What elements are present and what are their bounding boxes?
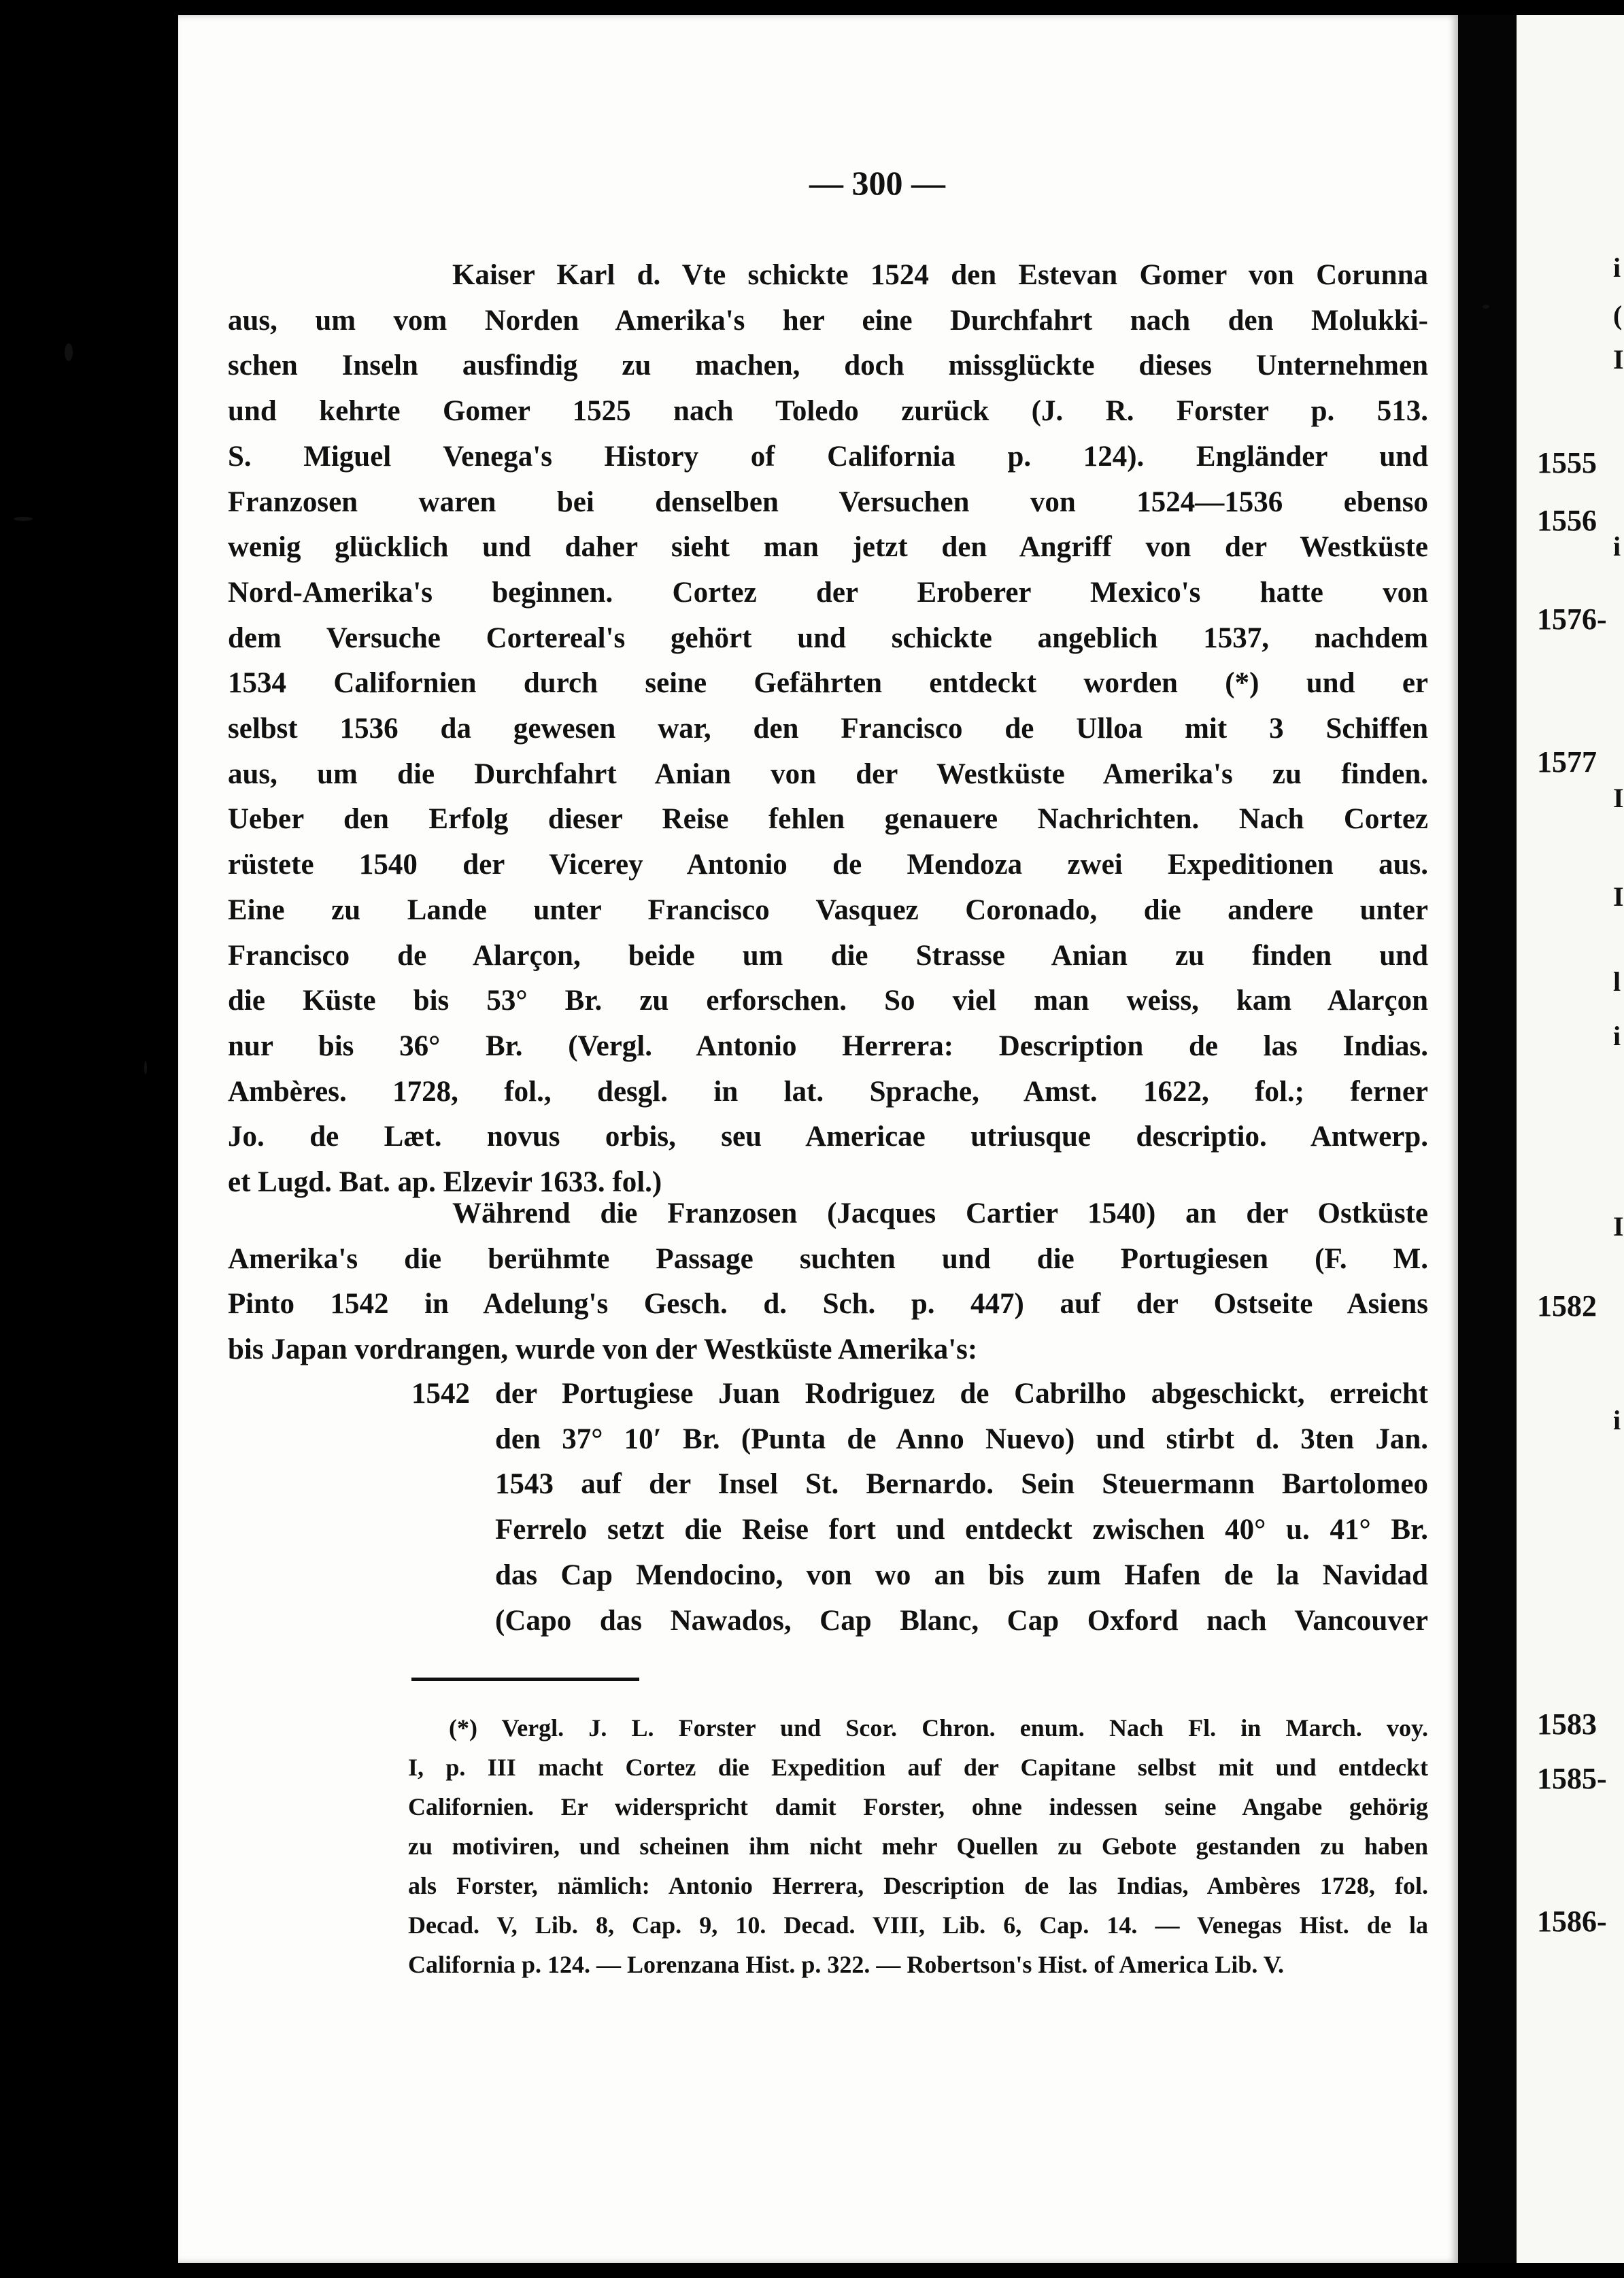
footnote [408, 1708, 1428, 1984]
text-line: Francisco de Alarçon, beide um die Strasse Anian zu finden und [228, 939, 1428, 972]
text-line: die Küste bis 53° Br. zu erforschen. So viel man weiss, kam Alarçon [228, 985, 1428, 1017]
margin-letter: ( [1613, 300, 1623, 330]
text-line: Kaiser Karl d. Vte schickte 1524 den Estevan Gomer von Corunna [452, 259, 1428, 291]
text-line: Ambères. 1728, fol., desgl. in lat. Sprache, Amst. 1622, fol.; ferner [228, 1075, 1428, 1108]
paragraph-2 [228, 1191, 1428, 1373]
text-line: Amerika's die berühmte Passage suchten und die Portugiesen (F. M. [228, 1242, 1428, 1275]
text-line: selbst 1536 da gewesen war, den Francisco de Ulloa mit 3 Schiffen [228, 713, 1428, 745]
margin-year: 1586- [1537, 1905, 1607, 1938]
margin-letter: i [1613, 252, 1621, 283]
margin-year: 1583 [1537, 1707, 1597, 1741]
footnote-line: I, p. III macht Cortez die Expedition auf der Capitane selbst mit und entdeckt [408, 1754, 1428, 1781]
footnote-divider [411, 1678, 639, 1681]
margin-year: 1582 [1537, 1289, 1597, 1323]
footnote-line: Californien. Er widerspricht damit Forster, ohne indessen seine Angabe gehörig [408, 1793, 1428, 1820]
text-line: rüstete 1540 der Vicerey Antonio de Mendoza zwei Expeditionen aus. [228, 849, 1428, 881]
margin-letter: I [1613, 344, 1624, 375]
entry-text [495, 1372, 1428, 1644]
text-line: schen Inseln ausfindig zu machen, doch missglückte dieses Unternehmen [228, 350, 1428, 382]
margin-letter: I [1613, 881, 1624, 912]
footnote-line: als Forster, nämlich: Antonio Herrera, Description de las Indias, Ambères 1728, fol. [408, 1872, 1428, 1899]
text-line: der Portugiese Juan Rodriguez de Cabrilho abgeschickt, erreicht [495, 1378, 1428, 1410]
text-line: (Capo das Nawados, Cap Blanc, Cap Oxford nach Vancouver [495, 1604, 1428, 1637]
text-line: Ferrelo setzt die Reise fort und entdeckt zwischen 40° u. 41° Br. [495, 1514, 1428, 1546]
margin-letter: i [1613, 1021, 1621, 1051]
scan-speck [1483, 305, 1489, 309]
margin-letter: i [1613, 531, 1621, 562]
footnote-line: (*) Vergl. J. L. Forster und Scor. Chron. enum. Nach Fl. in March. voy. [449, 1714, 1428, 1741]
text-line: Während die Franzosen (Jacques Cartier 1540) an der Ostküste [452, 1197, 1428, 1229]
margin-letter: I [1613, 1211, 1624, 1242]
entry-year: 1542 [411, 1378, 470, 1410]
page-gutter [1458, 15, 1517, 2263]
text-line: Ueber den Erfolg dieser Reise fehlen genauere Nachrichten. Nach Cortez [228, 803, 1428, 836]
paragraph-1 [228, 253, 1428, 1206]
text-line: bis Japan vordrangen, wurde von der Westküste Amerika's: [228, 1333, 978, 1366]
text-line: wenig glücklich und daher sieht man jetzt den Angriff von der Westküste [228, 531, 1428, 564]
footnote-line: zu motiviren, und scheinen ihm nicht mehr Quellen zu Gebote gestanden zu haben [408, 1833, 1428, 1860]
scan-speck [14, 517, 33, 521]
footnote-line: California p. 124. — Lorenzana Hist. p. 322. — Robertson's Hist. of America Lib. V. [408, 1951, 1285, 1978]
text-line: und kehrte Gomer 1525 nach Toledo zurück (J. R. Forster p. 513. [228, 395, 1428, 428]
text-line: S. Miguel Venega's History of California p. 124). Engländer und [228, 440, 1428, 473]
footnote-line: Decad. V, Lib. 8, Cap. 9, 10. Decad. VIII, Lib. 6, Cap. 14. — Venegas Hist. de la [408, 1911, 1428, 1939]
text-line: Jo. de Læt. novus orbis, seu Americae utriusque descriptio. Antwerp. [228, 1121, 1428, 1153]
text-line: dem Versuche Cortereal's gehört und schickte angeblich 1537, nachdem [228, 622, 1428, 654]
text-line: aus, um die Durchfahrt Anian von der Westküste Amerika's zu finden. [228, 758, 1428, 790]
text-line: Pinto 1542 in Adelung's Gesch. d. Sch. p. 447) auf der Ostseite Asiens [228, 1288, 1428, 1321]
text-line: Franzosen waren bei denselben Versuchen von 1524—1536 ebenso [228, 486, 1428, 518]
margin-year: 1576- [1537, 602, 1607, 636]
margin-letter: I [1613, 783, 1624, 813]
page-number: — 300 — [809, 164, 945, 202]
margin-year: 1556 [1537, 504, 1597, 537]
text-line: 1534 Californien durch seine Gefährten entdeckt worden (*) und er [228, 667, 1428, 700]
margin-letter: i [1613, 1405, 1621, 1435]
scan-speck [144, 1061, 147, 1074]
text-line: Nord-Amerika's beginnen. Cortez der Eroberer Mexico's hatte von [228, 576, 1428, 609]
text-line: aus, um vom Norden Amerika's her eine Durchfahrt nach den Molukki- [228, 304, 1428, 337]
text-line: das Cap Mendocino, von wo an bis zum Hafen de la Navidad [495, 1559, 1428, 1591]
text-line: et Lugd. Bat. ap. Elzevir 1633. fol.) [228, 1166, 662, 1199]
scan-speck [65, 343, 73, 361]
margin-letter: l [1613, 966, 1621, 997]
text-line: Eine zu Lande unter Francisco Vasquez Coronado, die andere unter [228, 894, 1428, 926]
margin-year: 1585- [1537, 1762, 1607, 1795]
margin-year: 1555 [1537, 446, 1597, 479]
text-line: 1543 auf der Insel St. Bernardo. Sein Steuermann Bartolomeo [495, 1468, 1428, 1501]
margin-year: 1577 [1537, 745, 1597, 779]
text-line: den 37° 10′ Br. (Punta de Anno Nuevo) und stirbt d. 3ten Jan. [495, 1423, 1428, 1455]
text-line: nur bis 36° Br. (Vergl. Antonio Herrera: Description de las Indias. [228, 1030, 1428, 1062]
